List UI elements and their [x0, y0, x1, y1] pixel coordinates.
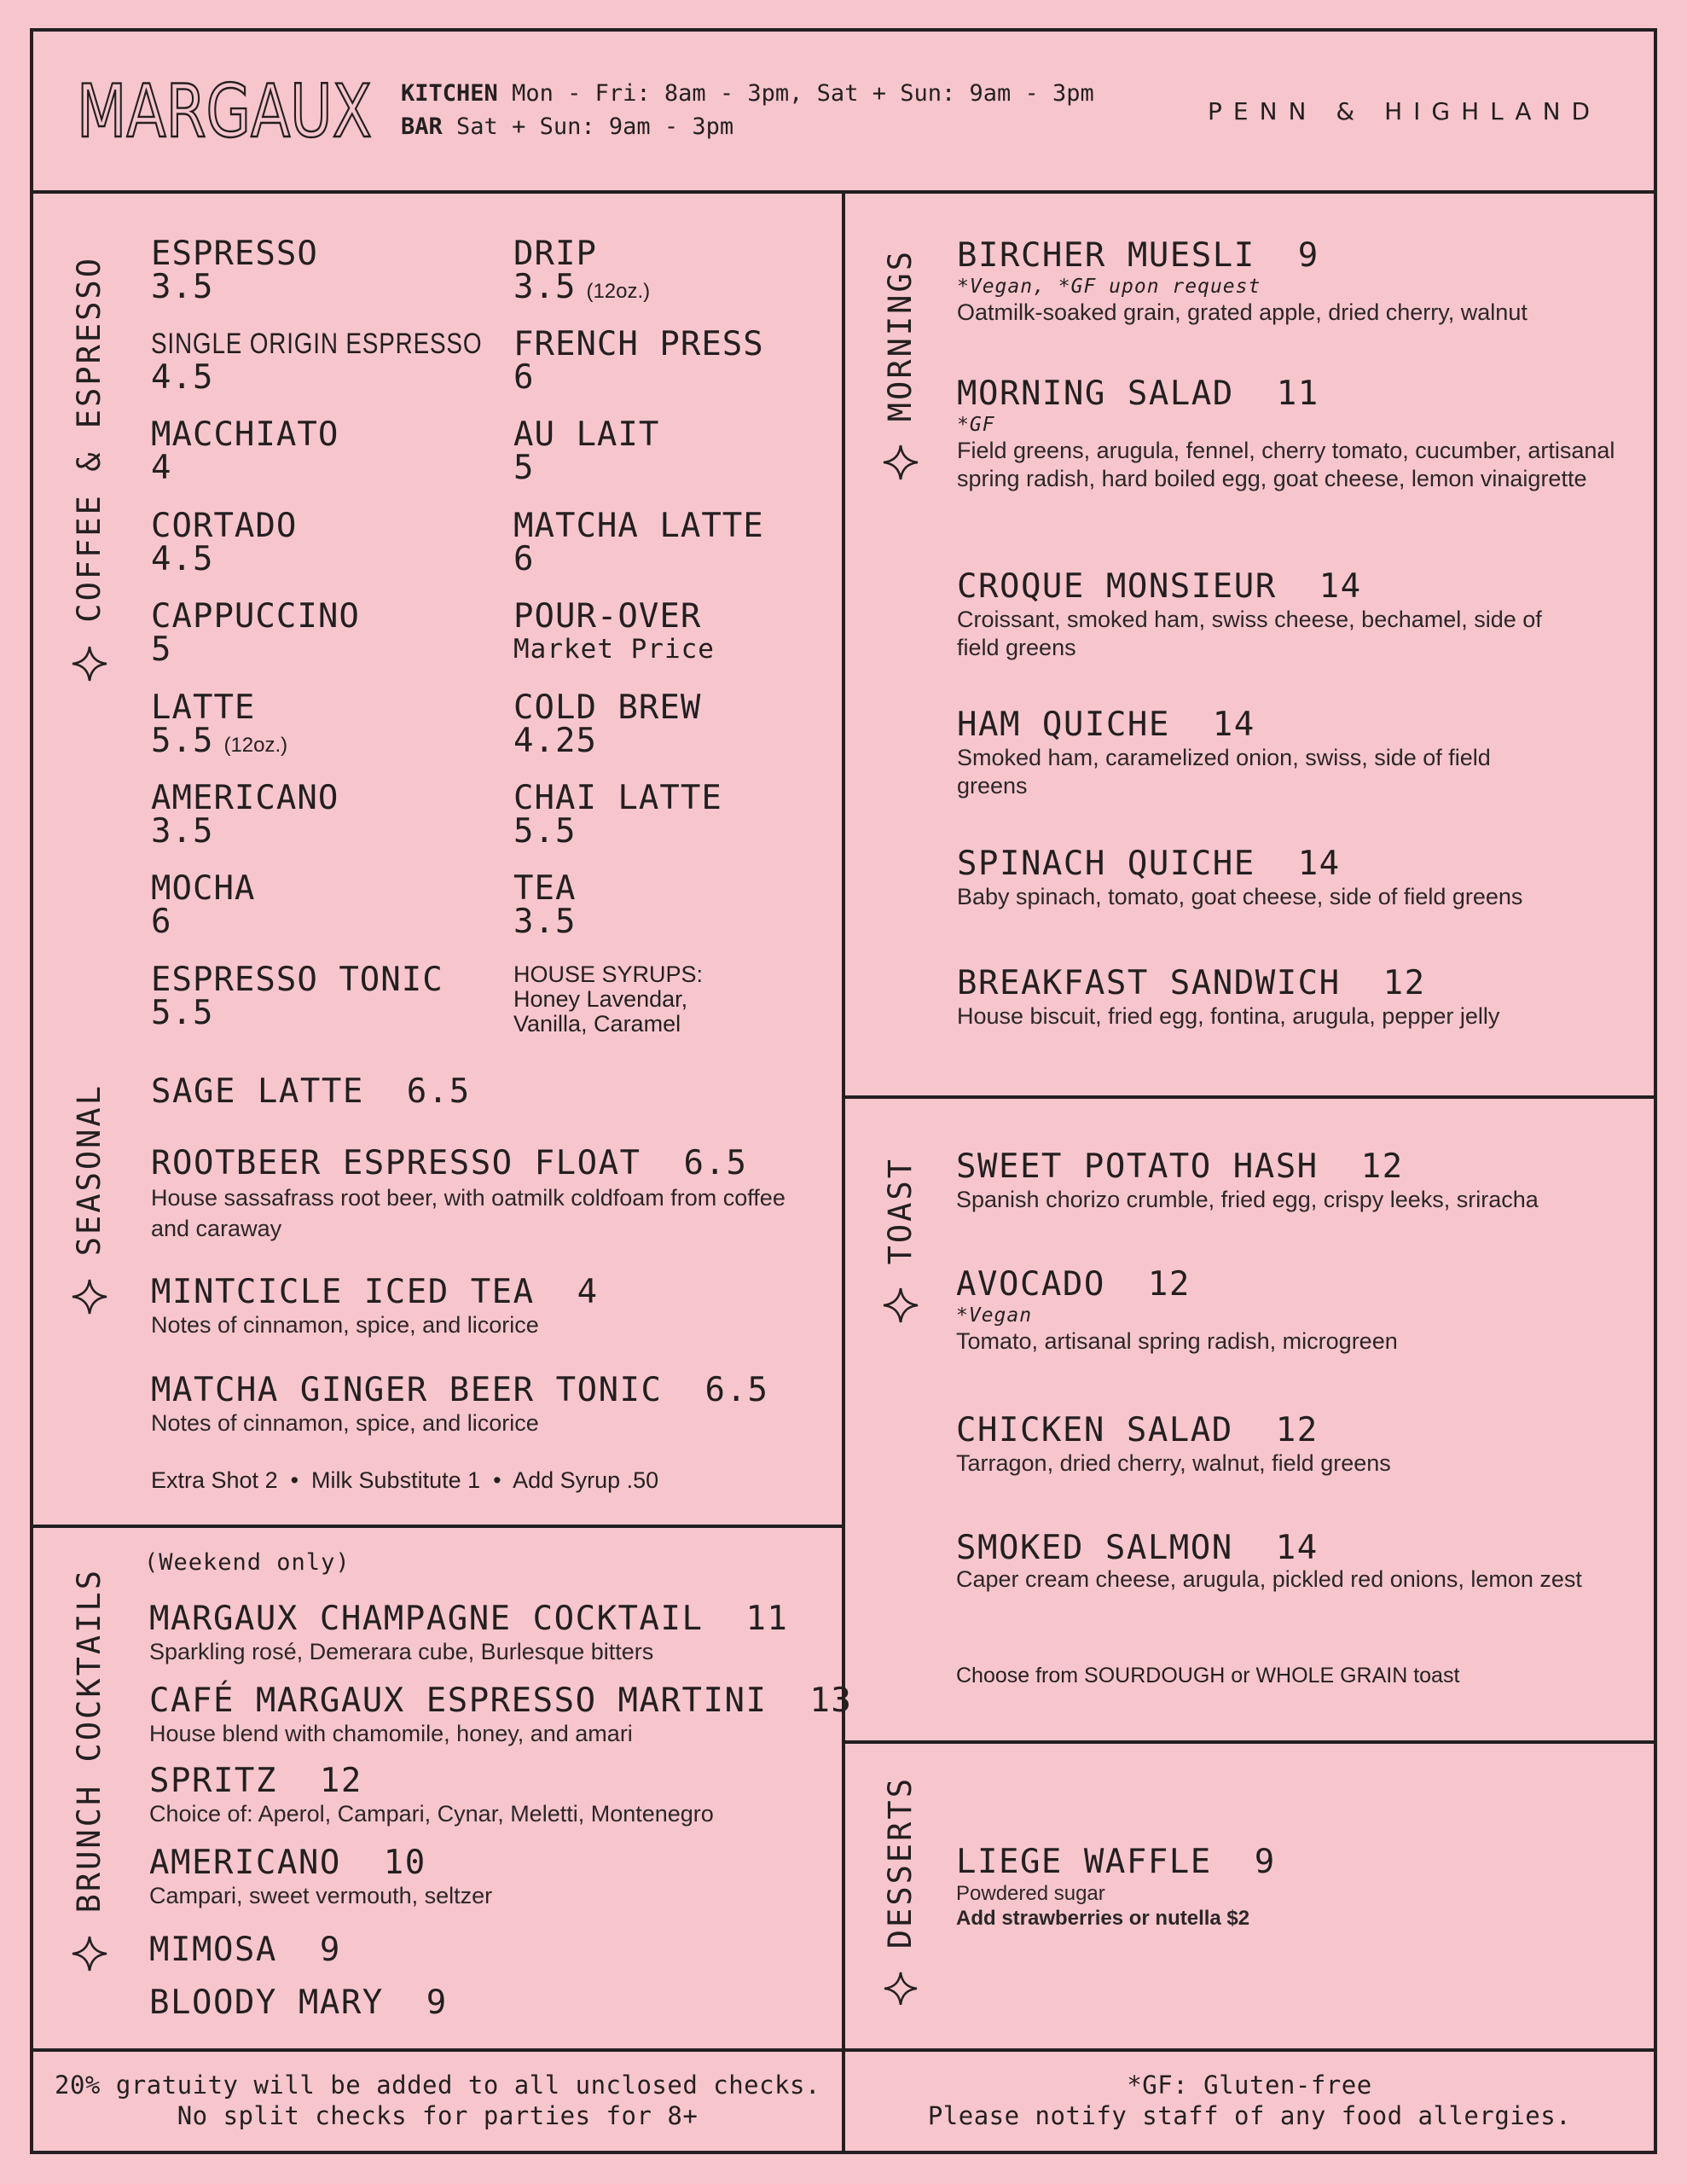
- seasonal-title: SEASONAL: [71, 1083, 107, 1256]
- seasonal-section-title: [63, 1077, 116, 1316]
- item-name: MACCHIATO: [151, 415, 339, 454]
- menu-item: [151, 1372, 768, 1438]
- menu-item: [149, 1600, 788, 1666]
- cocktails-divider: [30, 1525, 844, 1528]
- item-price: 4.5: [151, 540, 214, 578]
- item-price: 12: [319, 1762, 362, 1800]
- item-name: MINTCICLE ICED TEA: [151, 1273, 535, 1311]
- menu-item: [151, 1145, 799, 1244]
- item-price: 4: [577, 1273, 599, 1311]
- menu-item: [151, 1274, 599, 1339]
- coffee-item: [513, 415, 660, 487]
- footer-divider: [30, 2048, 1657, 2052]
- item-description: Choice of: Aperol, Campari, Cynar, Meletti, Montenegro: [149, 1801, 714, 1827]
- coffee-item: [151, 237, 318, 304]
- menu-item: [151, 1073, 471, 1111]
- item-price: 12: [1147, 1265, 1191, 1304]
- item-note: *Vegan: [956, 1304, 1033, 1327]
- item-description: Campari, sweet vermouth, seltzer: [149, 1883, 493, 1908]
- item-name: MATCHA LATTE: [513, 507, 764, 545]
- item-name: AMERICANO: [149, 1844, 341, 1882]
- menu-item: [149, 1763, 714, 1828]
- item-description: Croissant, smoked ham, swiss cheese, bechamel, side of field greens: [957, 607, 1542, 660]
- allergy-note: [845, 2070, 1654, 2131]
- syrups-label: HOUSE SYRUPS:: [513, 961, 704, 987]
- coffee-item: [151, 597, 360, 669]
- item-price: 6.5: [704, 1371, 769, 1409]
- item-name: ESPRESSO TONIC: [151, 961, 443, 999]
- coffee-item: [513, 688, 702, 760]
- item-price: 3.5: [513, 903, 577, 941]
- item-description: Sparkling rosé, Demerara cube, Burlesque bitters: [149, 1639, 654, 1664]
- item-name: CAPPUCCINO: [151, 597, 360, 636]
- item-name: TEA: [513, 869, 577, 908]
- coffee-item: [513, 237, 650, 308]
- item-name: SAGE LATTE: [151, 1072, 364, 1111]
- item-description: Smoked ham, caramelized onion, swiss, side of field greens: [957, 745, 1491, 799]
- item-name: MOCHA: [151, 869, 256, 908]
- item-name: SWEET POTATO HASH: [956, 1147, 1319, 1186]
- coffee-item: [151, 688, 288, 762]
- item-price: 12: [1383, 964, 1426, 1002]
- item-description: Field greens, arugula, fennel, cherry tomato, cucumber, artisanal spring radish, hard boiled egg, goat cheese, lemon vinaigrette: [957, 438, 1615, 491]
- item-description: Tarragon, dried cherry, walnut, field greens: [956, 1450, 1391, 1476]
- item-description: Caper cream cheese, arugula, pickled red onions, lemon zest: [956, 1566, 1582, 1592]
- item-size: (12oz.): [223, 734, 288, 757]
- sparkle-icon: [882, 1287, 919, 1324]
- item-price: 12: [1360, 1147, 1404, 1186]
- item-name: CORTADO: [151, 507, 298, 545]
- desserts-divider: [844, 1740, 1657, 1744]
- item-price: 4: [151, 449, 172, 487]
- item-price: 3.5: [151, 268, 214, 306]
- menu-item: [149, 1682, 852, 1748]
- menu-item: [956, 1412, 1621, 1478]
- menu-item: [956, 1266, 1621, 1356]
- item-price: 6: [513, 540, 535, 578]
- item-description: Tomato, artisanal spring radish, microgreen: [956, 1328, 1398, 1354]
- coffee-item: [151, 328, 555, 397]
- item-price: 6.5: [683, 1144, 748, 1182]
- toast-choice: Choose from SOURDOUGH or WHOLE GRAIN toast: [956, 1664, 1460, 1687]
- item-price: 4.25: [513, 722, 597, 760]
- footer-line: No split checks for parties for 8+: [177, 2101, 699, 2130]
- location: PENN & HIGHLAND: [1208, 97, 1602, 125]
- footer-line: *GF: Gluten-free: [1127, 2071, 1372, 2100]
- coffee-item: [151, 963, 443, 1030]
- gratuity-note: [33, 2070, 842, 2131]
- footer-line: Please notify staff of any food allergies.: [927, 2101, 1572, 2130]
- item-note: *GF: [957, 414, 995, 436]
- item-size: (12oz.): [586, 280, 651, 303]
- item-name: FRENCH PRESS: [513, 325, 764, 363]
- item-price: 11: [1276, 375, 1319, 413]
- menu-item: [956, 1148, 1630, 1214]
- item-name: CHAI LATTE: [513, 779, 722, 817]
- item-note: *Vegan, *GF upon request: [957, 276, 1261, 298]
- item-name: SINGLE ORIGIN ESPRESSO: [151, 328, 483, 360]
- menu-item: [956, 1844, 1621, 1931]
- toast-title: TOAST: [882, 1156, 919, 1264]
- extras-line: Extra Shot 2 • Milk Substitute 1 • Add Syrup .50: [151, 1467, 659, 1493]
- item-name: POUR-OVER: [513, 597, 702, 636]
- syrups-line: Honey Lavendar,: [513, 986, 688, 1012]
- kitchen-hours: Mon - Fri: 8am - 3pm, Sat + Sun: 9am - 3pm: [512, 80, 1094, 107]
- item-price: 5: [513, 449, 535, 487]
- item-price: 12: [1275, 1411, 1319, 1449]
- item-name: SMOKED SALMON: [956, 1529, 1233, 1567]
- coffee-item: [513, 509, 764, 576]
- item-name: AVOCADO: [956, 1265, 1105, 1304]
- coffee-item: [151, 415, 339, 487]
- menu-item: [957, 375, 1622, 493]
- item-name: SPRITZ: [149, 1762, 277, 1800]
- item-description: Oatmilk-soaked grain, grated apple, dried cherry, walnut: [957, 299, 1528, 325]
- item-name: CAFÉ MARGAUX ESPRESSO MARTINI: [149, 1682, 768, 1720]
- coffee-item: [513, 597, 715, 666]
- cocktails-section-title: [63, 1553, 116, 1972]
- item-name: BREAKFAST SANDWICH: [957, 964, 1341, 1002]
- item-name: MATCHA GINGER BEER TONIC: [151, 1371, 663, 1409]
- item-description: Spanish chorizo crumble, fried egg, crispy leeks, sriracha: [956, 1187, 1539, 1212]
- item-description: House biscuit, fried egg, fontina, arugula, pepper jelly: [957, 1003, 1500, 1029]
- item-price: 3.5: [513, 268, 577, 306]
- toast-section-title: [874, 1153, 927, 1324]
- coffee-title: COFFEE & ESPRESSO: [71, 256, 107, 623]
- item-description: Notes of cinnamon, spice, and licorice: [151, 1410, 539, 1436]
- hours-block: [401, 77, 1094, 143]
- coffee-item: [151, 779, 339, 851]
- item-price: 14: [1212, 706, 1255, 744]
- sparkle-icon: [71, 1278, 108, 1316]
- item-name: MORNING SALAD: [957, 375, 1234, 413]
- coffee-item: [513, 779, 722, 851]
- menu-item: [149, 1984, 448, 2022]
- item-name: COLD BREW: [513, 688, 702, 727]
- menu-item: [149, 1844, 492, 1910]
- item-description: House sassafrass root beer, with oatmilk coldfoam from coffee and caraway: [151, 1185, 786, 1241]
- weekend-note: (Weekend only): [144, 1549, 351, 1576]
- item-name: ESPRESSO: [151, 235, 318, 273]
- kitchen-label: KITCHEN: [401, 80, 498, 107]
- desserts-section-title: [874, 1776, 927, 2007]
- item-price: 9: [1254, 1843, 1276, 1881]
- item-description: Powdered sugar: [956, 1882, 1105, 1905]
- item-name: AMERICANO: [151, 779, 339, 817]
- cocktails-title: BRUNCH COCKTAILS: [71, 1567, 107, 1913]
- sparkle-icon: [882, 1971, 919, 2007]
- menu-item: [957, 845, 1622, 911]
- item-price: 3.5: [151, 812, 214, 851]
- item-price: 5: [151, 630, 172, 669]
- item-price: 9: [319, 1931, 341, 1969]
- item-name: ROOTBEER ESPRESSO FLOAT: [151, 1144, 641, 1182]
- item-name: HAM QUICHE: [957, 706, 1170, 744]
- coffee-section-title: [63, 239, 116, 682]
- desserts-title: DESSERTS: [882, 1776, 919, 1949]
- toast-divider: [844, 1095, 1657, 1099]
- coffee-item: [151, 869, 256, 941]
- item-price: 4.5: [151, 358, 214, 397]
- item-price: 14: [1275, 1529, 1319, 1567]
- house-syrups: [513, 962, 703, 1037]
- menu-item: [956, 1530, 1621, 1592]
- logo-text: MARGAUX: [77, 70, 372, 154]
- item-name: LATTE: [151, 688, 256, 727]
- item-name: BIRCHER MUESLI: [957, 236, 1255, 275]
- bar-label: BAR: [401, 113, 443, 140]
- item-price: 14: [1319, 567, 1362, 606]
- mornings-section-title: [874, 242, 927, 481]
- item-price: 5.5: [151, 722, 214, 760]
- item-price: 10: [383, 1844, 426, 1882]
- item-price: 6: [151, 903, 172, 941]
- menu-item: [957, 568, 1545, 662]
- item-price: 14: [1297, 845, 1341, 883]
- syrups-line: Vanilla, Caramel: [513, 1011, 681, 1037]
- item-price: Market Price: [513, 634, 715, 665]
- item-name: AU LAIT: [513, 415, 660, 454]
- footer-line: 20% gratuity will be added to all unclosed checks.: [55, 2071, 820, 2100]
- item-addon: Add strawberries or nutella $2: [956, 1907, 1250, 1930]
- item-name: CROQUE MONSIEUR: [957, 567, 1277, 606]
- item-name: CHICKEN SALAD: [956, 1411, 1233, 1449]
- menu-item: [957, 706, 1503, 800]
- item-description: Notes of cinnamon, spice, and licorice: [151, 1312, 539, 1338]
- item-price: 6: [513, 358, 535, 397]
- menu-item: [957, 237, 1622, 327]
- item-description: Baby spinach, tomato, goat cheese, side of field greens: [957, 884, 1523, 909]
- item-price: 13: [809, 1682, 853, 1720]
- margaux-logo: [75, 70, 375, 155]
- item-name: MARGAUX CHAMPAGNE COCKTAIL: [149, 1600, 704, 1638]
- coffee-item: [513, 325, 764, 397]
- mornings-title: MORNINGS: [882, 248, 919, 421]
- item-price: 11: [745, 1600, 789, 1638]
- menu-item: [957, 965, 1622, 1031]
- item-description: House blend with chamomile, honey, and amari: [149, 1721, 633, 1746]
- sparkle-icon: [882, 444, 919, 481]
- item-price: 9: [1297, 236, 1319, 275]
- item-price: 9: [426, 1984, 448, 2022]
- item-name: SPINACH QUICHE: [957, 845, 1255, 883]
- sparkle-icon: [71, 645, 108, 682]
- coffee-item: [151, 509, 297, 576]
- sparkle-icon: [71, 1935, 108, 1972]
- bar-hours: Sat + Sun: 9am - 3pm: [456, 113, 734, 140]
- item-name: LIEGE WAFFLE: [956, 1843, 1212, 1881]
- item-price: 5.5: [513, 812, 577, 851]
- item-price: 6.5: [406, 1072, 471, 1111]
- column-divider: [842, 190, 845, 2154]
- item-name: BLOODY MARY: [149, 1984, 384, 2022]
- menu-item: [149, 1931, 341, 1969]
- item-name: DRIP: [513, 235, 597, 273]
- item-price: 5.5: [151, 994, 214, 1032]
- coffee-item: [513, 869, 577, 941]
- item-name: MIMOSA: [149, 1931, 277, 1969]
